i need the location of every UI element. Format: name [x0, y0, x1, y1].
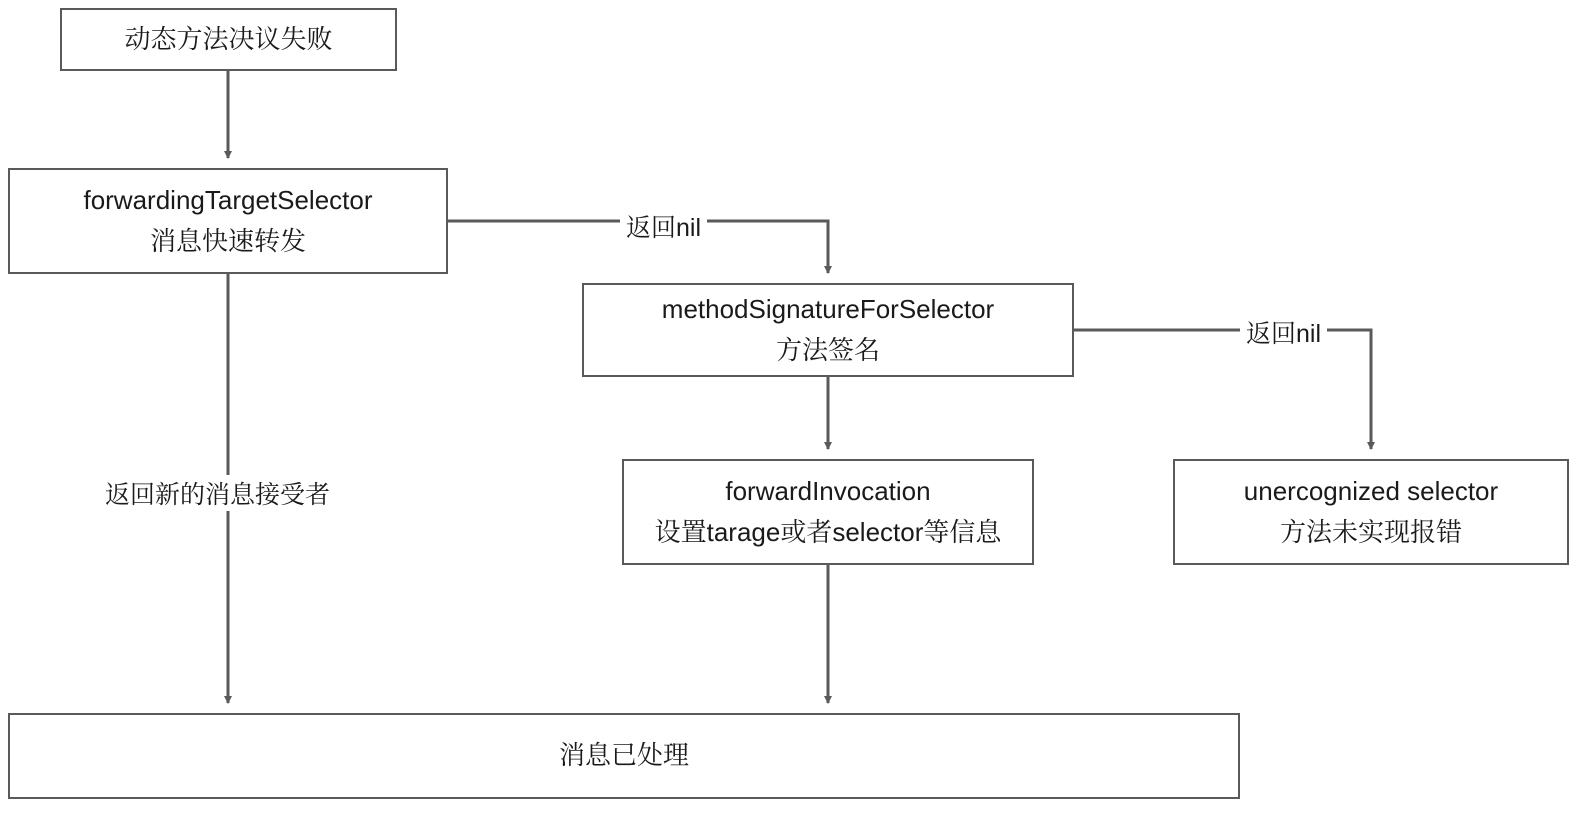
node-label-primary: unercognized selector — [1243, 475, 1499, 506]
edge-label-return-nil-2: 返回nil — [1240, 314, 1327, 350]
node-label-primary: 消息已处理 — [558, 740, 689, 771]
node-label-secondary: 消息快速转发 — [149, 226, 306, 256]
node-forwarding-target-selector[interactable] — [8, 168, 448, 274]
edge-label-return-nil-1: 返回nil — [620, 208, 707, 244]
node-label-secondary: 设置tarage或者selector等信息 — [654, 517, 1002, 547]
node-method-signature-for-selector[interactable] — [582, 283, 1074, 377]
node-unrecognized-selector[interactable] — [1173, 459, 1569, 565]
node-label-secondary: 方法未实现报错 — [1279, 517, 1462, 547]
node-label-primary: 动态方法决议失败 — [124, 23, 333, 54]
node-dynamic-resolve-fail[interactable] — [60, 8, 397, 71]
node-label-primary: methodSignatureForSelector — [661, 293, 995, 324]
node-forward-invocation[interactable] — [622, 459, 1034, 565]
node-label-primary: forwardingTargetSelector — [83, 184, 373, 215]
edge-label-new-receiver: 返回新的消息接受者 — [99, 475, 336, 511]
node-label-secondary: 方法签名 — [775, 335, 880, 365]
node-label-primary: forwardInvocation — [725, 475, 931, 506]
node-message-handled[interactable] — [8, 713, 1240, 799]
